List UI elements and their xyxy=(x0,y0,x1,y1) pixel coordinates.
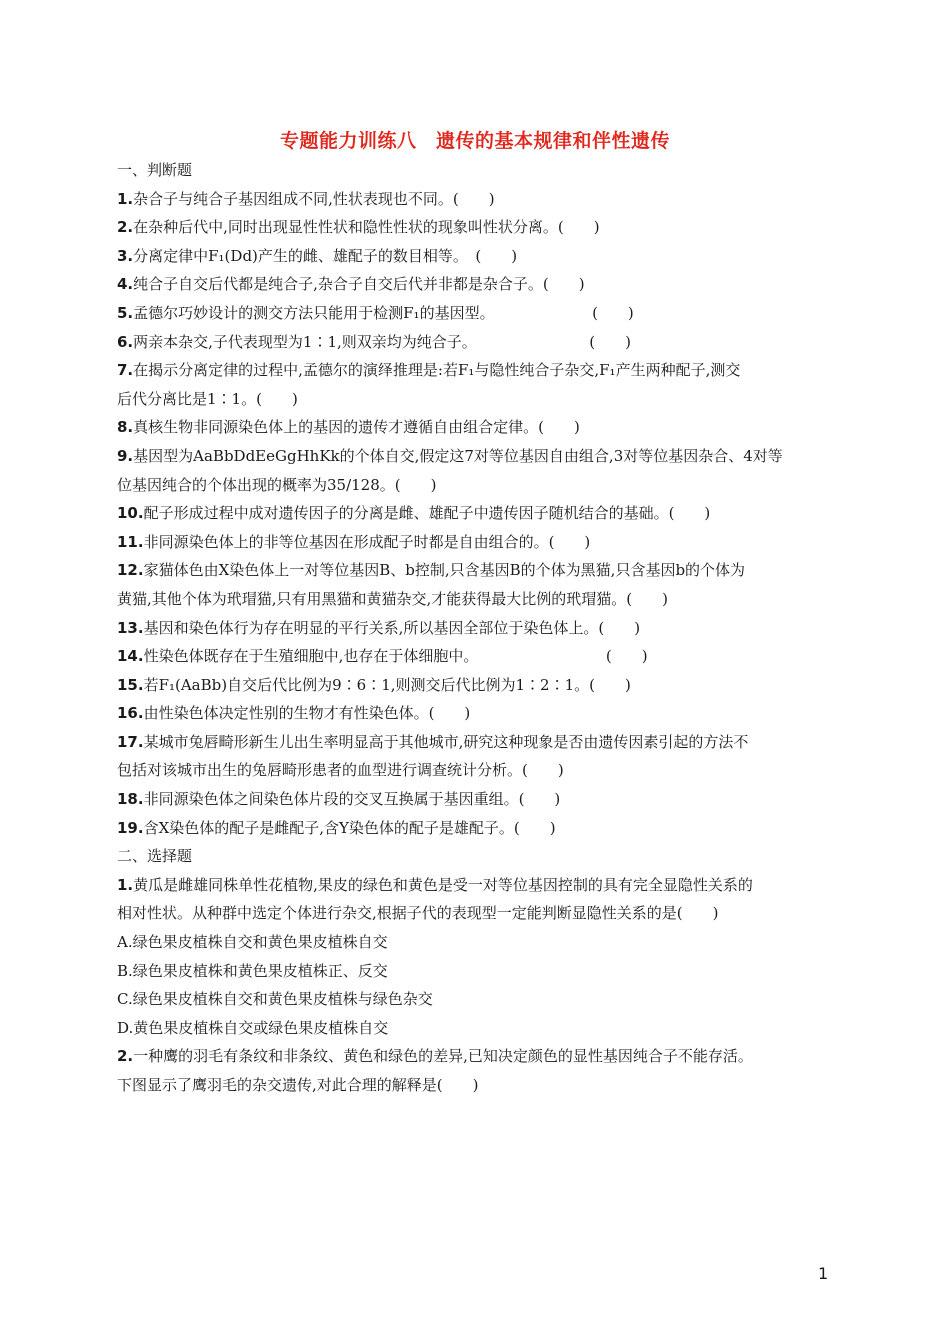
question-line xyxy=(117,814,837,843)
question-number: 18. xyxy=(117,790,144,809)
question-number: 14. xyxy=(117,647,144,666)
question-text: 含X染色体的配子是雌配子,含Y染色体的配子是雄配子。( ) xyxy=(143,818,556,837)
question-number: 16. xyxy=(117,704,144,723)
question-line xyxy=(117,614,837,643)
question-line xyxy=(117,728,837,757)
question-text: 非同源染色体上的非等位基因在形成配子时都是自由组合的。( ) xyxy=(143,532,591,551)
question-continuation xyxy=(117,928,837,957)
question-text: 纯合子自交后代都是纯合子,杂合子自交后代并非都是杂合子。( ) xyxy=(133,275,585,294)
question-number: 10. xyxy=(117,504,144,523)
question-text: 性染色体既存在于生殖细胞中,也存在于体细胞中。 ( ) xyxy=(143,647,648,666)
question-line xyxy=(117,528,837,557)
question-line xyxy=(117,213,837,242)
question-number: 7. xyxy=(117,361,134,380)
question-line xyxy=(117,270,837,299)
question-text: 非同源染色体之间染色体片段的交叉互换属于基因重组。( ) xyxy=(143,790,561,809)
question-number: 2. xyxy=(117,218,134,237)
question-number: 17. xyxy=(117,732,144,751)
question-text: 黄瓜是雌雄同株单性花植物,果皮的绿色和黄色是受一对等位基因控制的具有完全显隐性关系的 xyxy=(133,875,753,894)
question-line xyxy=(117,556,837,585)
question-continuation xyxy=(117,1071,837,1100)
question-line xyxy=(117,413,837,442)
question-text: 家猫体色由X染色体上一对等位基因B、b控制,只含基因B的个体为黑猫,只含基因b的个体为 xyxy=(143,561,746,580)
question-continuation xyxy=(117,471,837,500)
question-line xyxy=(117,328,837,357)
question-number: 15. xyxy=(117,675,144,694)
question-text: D.黄色果皮植株自交或绿色果皮植株自交 xyxy=(117,1018,389,1037)
question-line xyxy=(117,499,837,528)
question-text: 若F₁(AaBb)自交后代比例为9∶6∶1,则测交后代比例为1∶2∶1。( ) xyxy=(143,675,631,694)
question-number: 9. xyxy=(117,446,134,465)
page-title: 专题能力训练八 遗传的基本规律和伴性遗传 xyxy=(279,130,670,152)
question-text: 配子形成过程中成对遗传因子的分离是雌、雄配子中遗传因子随机结合的基础。( ) xyxy=(143,504,711,523)
question-line xyxy=(117,699,837,728)
question-text: 相对性状。从种群中选定个体进行杂交,根据子代的表现型一定能判断显隐性关系的是( ) xyxy=(117,904,719,923)
question-line xyxy=(117,671,837,700)
question-number: 2. xyxy=(117,1047,134,1066)
question-line xyxy=(117,785,837,814)
question-text: A.绿色果皮植株自交和黄色果皮植株自交 xyxy=(117,933,388,952)
question-number: 8. xyxy=(117,418,134,437)
question-continuation xyxy=(117,585,837,614)
question-line xyxy=(117,442,837,471)
question-list xyxy=(117,156,837,1100)
question-text: 基因和染色体行为存在明显的平行关系,所以基因全部位于染色体上。( ) xyxy=(143,618,641,637)
question-text: 包括对该城市出生的兔唇畸形患者的血型进行调查统计分析。( ) xyxy=(117,761,564,780)
question-text: 分离定律中F₁(Dd)产生的雌、雄配子的数目相等。 ( ) xyxy=(133,246,518,265)
question-text: 某城市兔唇畸形新生儿出生率明显高于其他城市,研究这种现象是否由遗传因素引起的方法不 xyxy=(143,732,749,751)
question-text: 在杂种后代中,同时出现显性性状和隐性性状的现象叫性状分离。( ) xyxy=(133,218,600,237)
section-heading: 二、选择题 xyxy=(117,847,193,866)
question-line xyxy=(117,185,837,214)
question-text: 基因型为AaBbDdEeGgHhKk的个体自交,假定这7对等位基因自由组合,3对等位基因杂合、4对等 xyxy=(133,446,783,465)
question-continuation xyxy=(117,1014,837,1043)
question-line xyxy=(117,356,837,385)
question-text: 孟德尔巧妙设计的测交方法只能用于检测F₁的基因型。 ( ) xyxy=(133,303,634,322)
question-line xyxy=(117,242,837,271)
question-text: 位基因纯合的个体出现的概率为35/128。( ) xyxy=(117,475,437,494)
question-continuation xyxy=(117,899,837,928)
question-number: 11. xyxy=(117,532,144,551)
question-line xyxy=(117,299,837,328)
question-text: 下图显示了鹰羽毛的杂交遗传,对此合理的解释是( ) xyxy=(117,1076,479,1094)
question-number: 13. xyxy=(117,618,144,637)
question-text: B.绿色果皮植株和黄色果皮植株正、反交 xyxy=(117,961,388,980)
question-number: 6. xyxy=(117,332,134,351)
question-number: 1. xyxy=(117,875,134,894)
question-number: 4. xyxy=(117,275,134,294)
question-continuation xyxy=(117,985,837,1014)
question-continuation xyxy=(117,385,837,414)
question-text: 后代分离比是1∶1。( ) xyxy=(117,389,298,408)
question-number: 1. xyxy=(117,189,134,208)
section-heading: 一、判断题 xyxy=(117,161,193,179)
question-number: 12. xyxy=(117,561,144,580)
question-number: 5. xyxy=(117,303,134,322)
question-number: 19. xyxy=(117,818,144,837)
question-continuation xyxy=(117,756,837,785)
question-text: 黄猫,其他个体为玳瑁猫,只有用黑猫和黄猫杂交,才能获得最大比例的玳瑁猫。( ) xyxy=(117,589,669,608)
page-number: 1 xyxy=(818,1264,829,1283)
question-text: 一种鹰的羽毛有条纹和非条纹、黄色和绿色的差异,已知决定颜色的显性基因纯合子不能存活。 xyxy=(133,1047,753,1066)
question-text: 由性染色体决定性别的生物才有性染色体。( ) xyxy=(143,704,471,723)
question-line xyxy=(117,871,837,900)
question-line xyxy=(117,1042,837,1071)
question-continuation xyxy=(117,957,837,986)
question-number: 3. xyxy=(117,246,134,265)
question-text: 在揭示分离定律的过程中,孟德尔的演绎推理是:若F₁与隐性纯合子杂交,F₁产生两种配子,测交 xyxy=(133,361,741,380)
question-line xyxy=(117,642,837,671)
question-text: 真核生物非同源染色体上的基因的遗传才遵循自由组合定律。( ) xyxy=(133,418,580,437)
question-text: 两亲本杂交,子代表现型为1∶1,则双亲均为纯合子。 ( ) xyxy=(133,332,631,351)
question-text: C.绿色果皮植株自交和黄色果皮植株与绿色杂交 xyxy=(117,990,433,1009)
question-text: 杂合子与纯合子基因组成不同,性状表现也不同。( ) xyxy=(133,189,495,208)
